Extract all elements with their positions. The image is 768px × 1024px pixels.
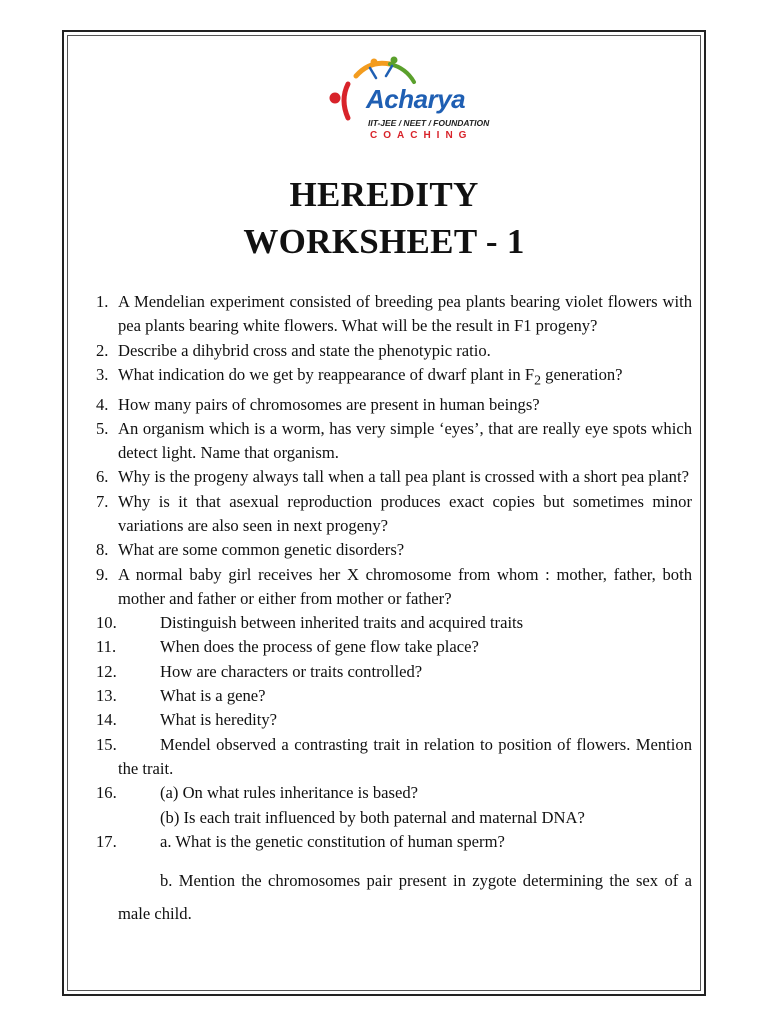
question-list bbox=[96, 290, 692, 930]
question-text: What are some common genetic disorders? bbox=[118, 540, 405, 560]
question-number: 11. bbox=[96, 637, 117, 657]
question-number: 6. bbox=[96, 467, 109, 487]
question-text: (a) On what rules inheritance is based? bbox=[160, 783, 419, 803]
question-text-b: (b) Is each trait influenced by both paternal and maternal DNA? bbox=[160, 807, 585, 827]
page-subtitle: WORKSHEET - 1 bbox=[243, 222, 525, 261]
question-item bbox=[96, 290, 692, 339]
question-item bbox=[96, 417, 692, 466]
acharya-logo bbox=[326, 56, 490, 146]
question-number: 10. bbox=[96, 613, 117, 633]
question-text-part: What indication do we get by reappearance of dwarf plant in F bbox=[118, 364, 535, 384]
question-text: a. What is the genetic constitution of human sperm? bbox=[160, 831, 505, 851]
subscript: 2 bbox=[534, 372, 541, 388]
question-number: 4. bbox=[96, 394, 109, 414]
page-title: HEREDITY bbox=[289, 175, 479, 214]
question-text: Why is the progeny always tall when a tall pea plant is crossed with a short pea plant? bbox=[118, 467, 689, 487]
question-number: 7. bbox=[96, 491, 109, 511]
question-item bbox=[96, 363, 692, 393]
question-item bbox=[96, 660, 692, 684]
question-number: 14. bbox=[96, 710, 117, 730]
question-number: 5. bbox=[96, 418, 109, 438]
question-text: How many pairs of chromosomes are present in human beings? bbox=[118, 394, 540, 414]
question-item bbox=[96, 563, 692, 612]
question-text: Mendel observed a contrasting trait in relation to position of flowers. Mention the trait. bbox=[118, 734, 692, 778]
question-text: A Mendelian experiment consisted of breeding pea plants bearing violet flowers with pea plants bearing white flowers. What will be the result in F1 progeny? bbox=[118, 292, 692, 336]
question-number: 9. bbox=[96, 564, 109, 584]
logo-name: Acharya bbox=[366, 84, 466, 114]
question-number: 15. bbox=[96, 734, 117, 754]
question-text: Describe a dihybrid cross and state the phenotypic ratio. bbox=[118, 340, 491, 360]
question-number: 1. bbox=[96, 292, 109, 311]
question-text: How are characters or traits controlled? bbox=[160, 661, 423, 681]
question-item bbox=[96, 538, 692, 562]
logo-coaching: COACHING bbox=[370, 130, 473, 141]
question-number: 12. bbox=[96, 661, 117, 681]
question-item bbox=[96, 611, 692, 635]
question-text-b: b. Mention the chromosomes pair present in zygote determining the sex of a male child. bbox=[118, 871, 692, 924]
question-item bbox=[96, 781, 692, 830]
question-text: Why is it that asexual reproduction produces exact copies but sometimes minor variations are also seen in next progeny? bbox=[118, 491, 692, 535]
logo-tagline: IIT-JEE / NEET / FOUNDATION bbox=[368, 118, 490, 128]
question-item-continuation bbox=[96, 864, 692, 930]
question-item bbox=[96, 339, 692, 363]
question-text: What is a gene? bbox=[160, 686, 266, 706]
question-number: 3. bbox=[96, 364, 109, 384]
question-text: An organism which is a worm, has very simple ‘eyes’, that are really eye spots which detect light. Name that organism. bbox=[118, 418, 692, 463]
question-number: 8. bbox=[96, 540, 109, 560]
question-text: Distinguish between inherited traits and acquired traits bbox=[160, 613, 524, 633]
question-item bbox=[96, 684, 692, 708]
question-number: 17. bbox=[96, 831, 117, 851]
question-number: 16. bbox=[96, 783, 117, 803]
question-text: When does the process of gene flow take place? bbox=[160, 637, 479, 657]
question-item bbox=[96, 393, 692, 417]
question-item bbox=[96, 490, 692, 539]
question-number: 2. bbox=[96, 340, 109, 360]
question-text bbox=[118, 364, 623, 388]
question-text-part: generation? bbox=[541, 364, 623, 384]
question-item bbox=[96, 708, 692, 732]
question-number: 13. bbox=[96, 686, 117, 706]
question-item bbox=[96, 635, 692, 659]
question-text: What is heredity? bbox=[160, 710, 278, 730]
question-text: A normal baby girl receives her X chromosome from whom : mother, father, both mother and father or either from mother or father? bbox=[118, 564, 692, 608]
question-item bbox=[96, 733, 692, 782]
question-item bbox=[96, 830, 692, 854]
question-item bbox=[96, 465, 692, 489]
